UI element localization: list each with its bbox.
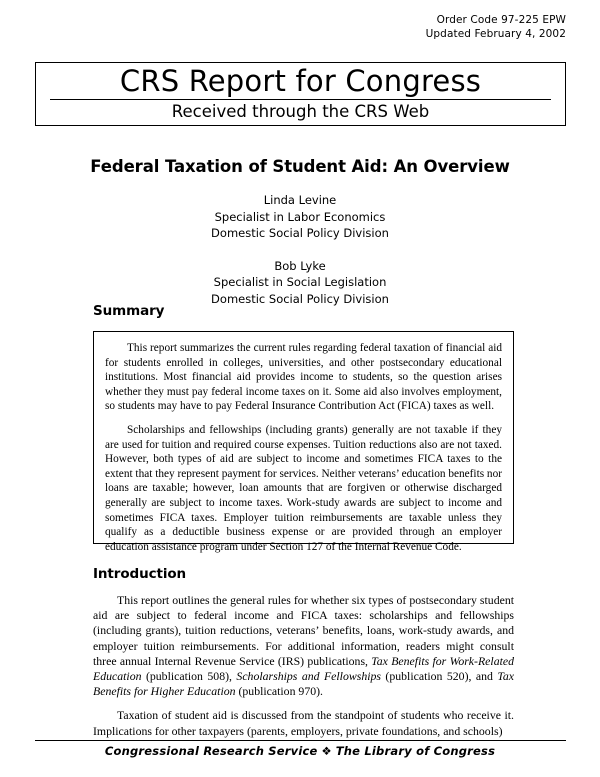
author-entry xyxy=(0,192,600,242)
footer-left-text: Congressional Research Service xyxy=(104,744,318,758)
author-name: Bob Lyke xyxy=(274,258,326,273)
masthead-divider xyxy=(50,99,551,100)
author-block xyxy=(0,192,600,307)
intro-text-part-3: (publication 520), and xyxy=(380,669,498,684)
summary-heading: Summary xyxy=(93,303,165,319)
publication-title-1: Tax Benefits for Work-Related Education xyxy=(93,653,515,684)
author-spacer xyxy=(0,242,600,258)
summary-box xyxy=(93,331,514,553)
masthead-subtitle: Received through the CRS Web xyxy=(171,102,430,121)
author-role: Specialist in Labor Economics xyxy=(214,209,386,224)
publication-title-3: Tax Benefits for Higher Education xyxy=(93,669,514,699)
introduction-heading: Introduction xyxy=(93,566,187,582)
intro-text-part-1: This report outlines the general rules for whether six types of postsecondary student aid are subject to federal income and FICA taxes: scholarships and fellowships (including grants), tuition reductions, veterans’ benefits, loans, work-study awards, and employer tuition reimbursements. For additional information, readers might consult three annual Internal Revenue Service (IRS) publications, xyxy=(93,593,514,668)
author-division: Domestic Social Policy Division xyxy=(211,291,389,306)
introduction-body xyxy=(93,593,514,739)
introduction-paragraph-1 xyxy=(93,593,514,699)
order-code-block xyxy=(426,13,566,41)
updated-date-text: Updated February 4, 2002 xyxy=(425,28,566,40)
author-entry xyxy=(0,258,600,308)
diamond-icon: ❖ xyxy=(317,744,336,758)
summary-paragraph: Scholarships and fellowships (including grants) generally are not taxable if they are used for tuition and required course expenses. Tuition reductions also are not taxed. However, both types of aid are subject to income and sometimes FICA taxes to the extent that they represent payment for services. Neither veterans’ education benefits nor loans are taxable; however, loan amounts that are forgiven or otherwise discharged generally are subject to income taxes. Work-study awards are subject to income and sometimes FICA taxes. Employer tuition reimbursements are taxable unless they qualify as a deductible business expense or are provided through an employer education assistance program under Section 127 of the Internal Revenue Code. xyxy=(105,423,502,553)
summary-content xyxy=(94,332,513,554)
footer-text xyxy=(0,744,600,758)
footer-divider xyxy=(35,740,566,741)
footer-right-text: The Library of Congress xyxy=(335,744,496,758)
order-code-text: Order Code 97-225 EPW xyxy=(436,14,566,26)
author-division: Domestic Social Policy Division xyxy=(211,226,389,240)
summary-paragraph: This report summarizes the current rules regarding federal taxation of financial aid for students enrolled in colleges, universities, and other postsecondary educational institutions. Most financial aid provides income to students, so the question arises whether they must pay federal income taxes on it. Some aid also involves employment, so students may have to pay Federal Insurance Contribution Act (FICA) taxes as well. xyxy=(105,342,502,413)
masthead-box xyxy=(35,62,566,126)
publication-title-2: Scholarships and Fellowships xyxy=(236,669,381,684)
masthead-title: CRS Report for Congress xyxy=(119,64,482,98)
author-name: Linda Levine xyxy=(263,193,337,207)
intro-text-part-4: (publication 970). xyxy=(235,684,324,699)
author-role: Specialist in Social Legislation xyxy=(213,275,387,289)
page-title: Federal Taxation of Student Aid: An Overview xyxy=(90,157,510,176)
introduction-paragraph-2: Taxation of student aid is discussed from the standpoint of students who receive it. Implications for other taxpayers (parents, employers, private foundations, and schools) xyxy=(93,708,514,738)
intro-text-part-2: (publication 508), xyxy=(141,669,237,684)
